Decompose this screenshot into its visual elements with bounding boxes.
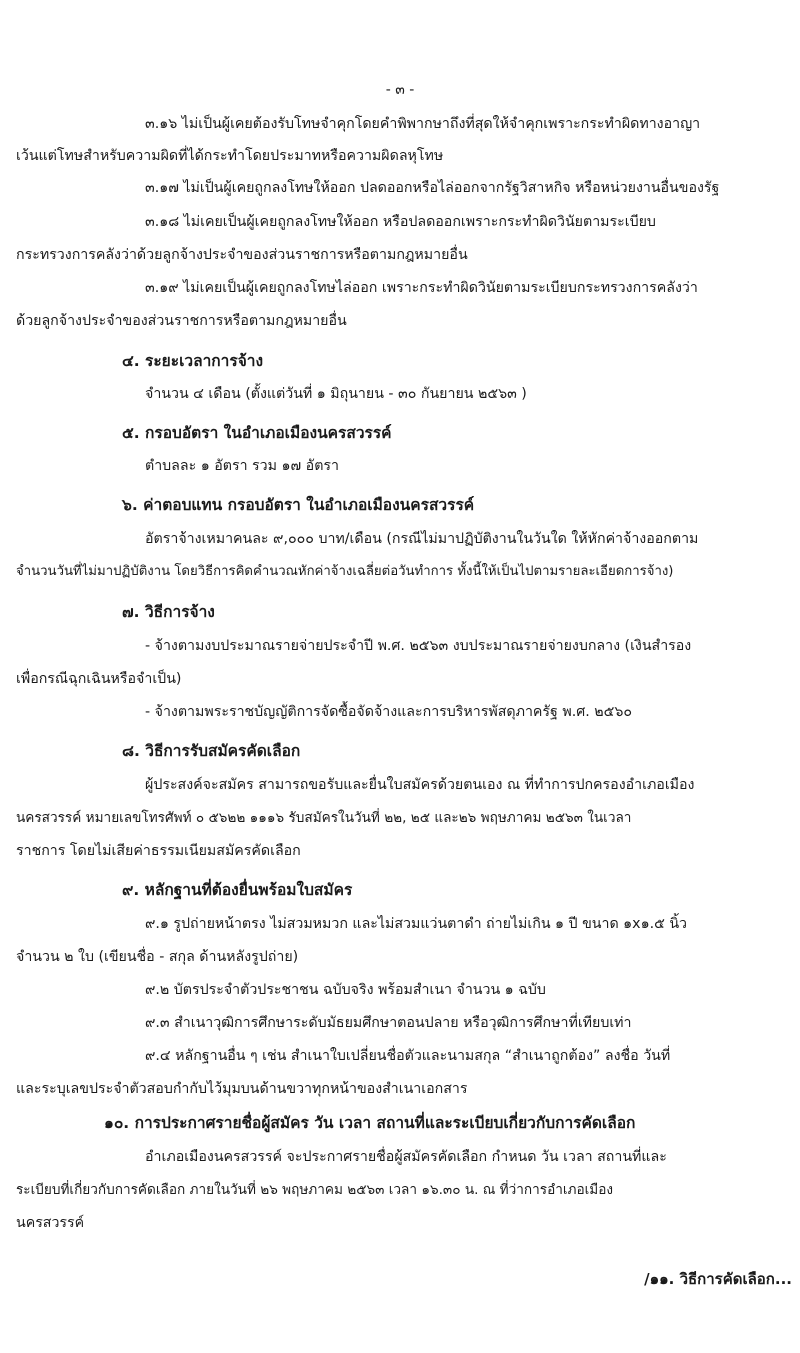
clause-3-19-line-2: ด้วยลูกจ้างประจำของส่วนราชการหรือตามกฎหมายอื่น <box>16 313 347 329</box>
section-8-body-line-2: นครสวรรค์ หมายเลขโทรศัพท์ ๐ ๕๖๒๒ ๑๑๑๖ รับสมัครในวันที่ ๒๒, ๒๕ และ๒๖ พฤษภาคม ๒๕๖๓ ในเวลา <box>16 810 632 826</box>
section-7-heading: ๗. วิธีการจ้าง <box>122 603 215 621</box>
clause-3-19-line-1: ๓.๑๙ ไม่เคยเป็นผู้เคยถูกลงโทษไล่ออก เพราะกระทำผิดวินัยตามระเบียบกระทรวงการคลังว่า <box>145 280 698 296</box>
section-9-2: ๙.๒ บัตรประจำตัวประชาชน ฉบับจริง พร้อมสำเนา จำนวน ๑ ฉบับ <box>145 982 546 998</box>
section-7-item-1-line-1: - จ้างตามงบประมาณรายจ่ายประจำปี พ.ศ. ๒๕๖๓ งบประมาณรายจ่ายงบกลาง (เงินสำรอง <box>145 638 692 654</box>
section-10-body-line-2: ระเบียบที่เกี่ยวกับการคัดเลือก ภายในวันที่ ๒๖ พฤษภาคม ๒๕๖๓ เวลา ๑๖.๓๐ น. ณ ที่ว่าการอำเภอเมือง <box>16 1182 614 1198</box>
section-7-item-2: - จ้างตามพระราชบัญญัติการจัดซื้อจัดจ้างและการบริหารพัสดุภาครัฐ พ.ศ. ๒๕๖๐ <box>145 704 632 720</box>
section-9-4-line-1: ๙.๔ หลักฐานอื่น ๆ เช่น สำเนาใบเปลี่ยนชื่อตัวและนามสกุล “สำเนาถูกต้อง” ลงชื่อ วันที่ <box>145 1048 671 1064</box>
section-8-body-line-1: ผู้ประสงค์จะสมัคร สามารถขอรับและยื่นใบสมัครด้วยตนเอง ณ ที่ทำการปกครองอำเภอเมือง <box>145 777 695 793</box>
clause-3-17: ๓.๑๗ ไม่เป็นผู้เคยถูกลงโทษให้ออก ปลดออกหรือไล่ออกจากรัฐวิสาหกิจ หรือหน่วยงานอื่นของรัฐ <box>145 180 720 196</box>
page-number: - ๓ - <box>385 82 415 98</box>
section-5-heading: ๕. กรอบอัตรา ในอำเภอเมืองนครสวรรค์ <box>122 424 392 442</box>
section-7-item-1-line-2: เพื่อกรณีฉุกเฉินหรือจำเป็น) <box>16 671 182 687</box>
section-10-body-line-3: นครสวรรค์ <box>16 1215 85 1231</box>
section-6-body-line-1: อัตราจ้างเหมาคนละ ๙,๐๐๐ บาท/เดือน (กรณีไม่มาปฏิบัติงานในวันใด ให้หักค่าจ้างออกตาม <box>145 531 699 547</box>
section-10-body-line-1: อำเภอเมืองนครสวรรค์ จะประกาศรายชื่อผู้สมัครคัดเลือก กำหนด วัน เวลา สถานที่และ <box>145 1149 667 1165</box>
section-8-body-line-3: ราชการ โดยไม่เสียค่าธรรมเนียมสมัครคัดเลือก <box>16 843 301 859</box>
section-6-body-line-2: จำนวนวันที่ไม่มาปฏิบัติงาน โดยวิธีการคิดคำนวณหักค่าจ้างเฉลี่ยต่อวันทำการ ทั้งนี้ให้เป็นไปตามรายละเอียดการจ้าง) <box>16 564 674 579</box>
clause-3-16-line-2: เว้นแต่โทษสำหรับความผิดที่ได้กระทำโดยประมาทหรือความผิดลหุโทษ <box>16 148 444 164</box>
clause-3-16-line-1: ๓.๑๖ ไม่เป็นผู้เคยต้องรับโทษจำคุกโดยคำพิพากษาถึงที่สุดให้จำคุกเพราะกระทำผิดทางอาญา <box>145 116 701 132</box>
section-9-1-line-1: ๙.๑ รูปถ่ายหน้าตรง ไม่สวมหมวก และไม่สวมแว่นตาดำ ถ่ายไม่เกิน ๑ ปี ขนาด ๑x๑.๕ นิ้ว <box>145 916 687 932</box>
section-4-heading: ๔. ระยะเวลาการจ้าง <box>122 352 264 370</box>
section-5-body: ตำบลละ ๑ อัตรา รวม ๑๗ อัตรา <box>145 458 340 474</box>
clause-3-18-line-1: ๓.๑๘ ไม่เคยเป็นผู้เคยถูกลงโทษให้ออก หรือปลดออกเพราะกระทำผิดวินัยตามระเบียบ <box>145 214 656 230</box>
section-9-heading: ๙. หลักฐานที่ต้องยื่นพร้อมใบสมัคร <box>122 881 353 899</box>
section-10-heading: ๑๐. การประกาศรายชื่อผู้สมัคร วัน เวลา สถานที่และระเบียบเกี่ยวกับการคัดเลือก <box>104 1114 636 1132</box>
continuation-note: /๑๑. วิธีการคัดเลือก... <box>644 1270 792 1288</box>
section-9-4-line-2: และระบุเลขประจำตัวสอบกำกับไว้มุมบนด้านขวาทุกหน้าของสำเนาเอกสาร <box>16 1081 468 1097</box>
clause-3-18-line-2: กระทรวงการคลังว่าด้วยลูกจ้างประจำของส่วนราชการหรือตามกฎหมายอื่น <box>16 247 468 263</box>
section-9-3: ๙.๓ สำเนาวุฒิการศึกษาระดับมัธยมศึกษาตอนปลาย หรือวุฒิการศึกษาที่เทียบเท่า <box>145 1015 632 1031</box>
section-4-body: จำนวน ๔ เดือน (ตั้งแต่วันที่ ๑ มิถุนายน - ๓๐ กันยายน ๒๕๖๓ ) <box>145 386 527 402</box>
section-6-heading: ๖. ค่าตอบแทน กรอบอัตรา ในอำเภอเมืองนครสวรรค์ <box>122 496 475 514</box>
section-9-1-line-2: จำนวน ๒ ใบ (เขียนชื่อ - สกุล ด้านหลังรูปถ่าย) <box>16 949 299 965</box>
section-8-heading: ๘. วิธีการรับสมัครคัดเลือก <box>122 742 301 760</box>
